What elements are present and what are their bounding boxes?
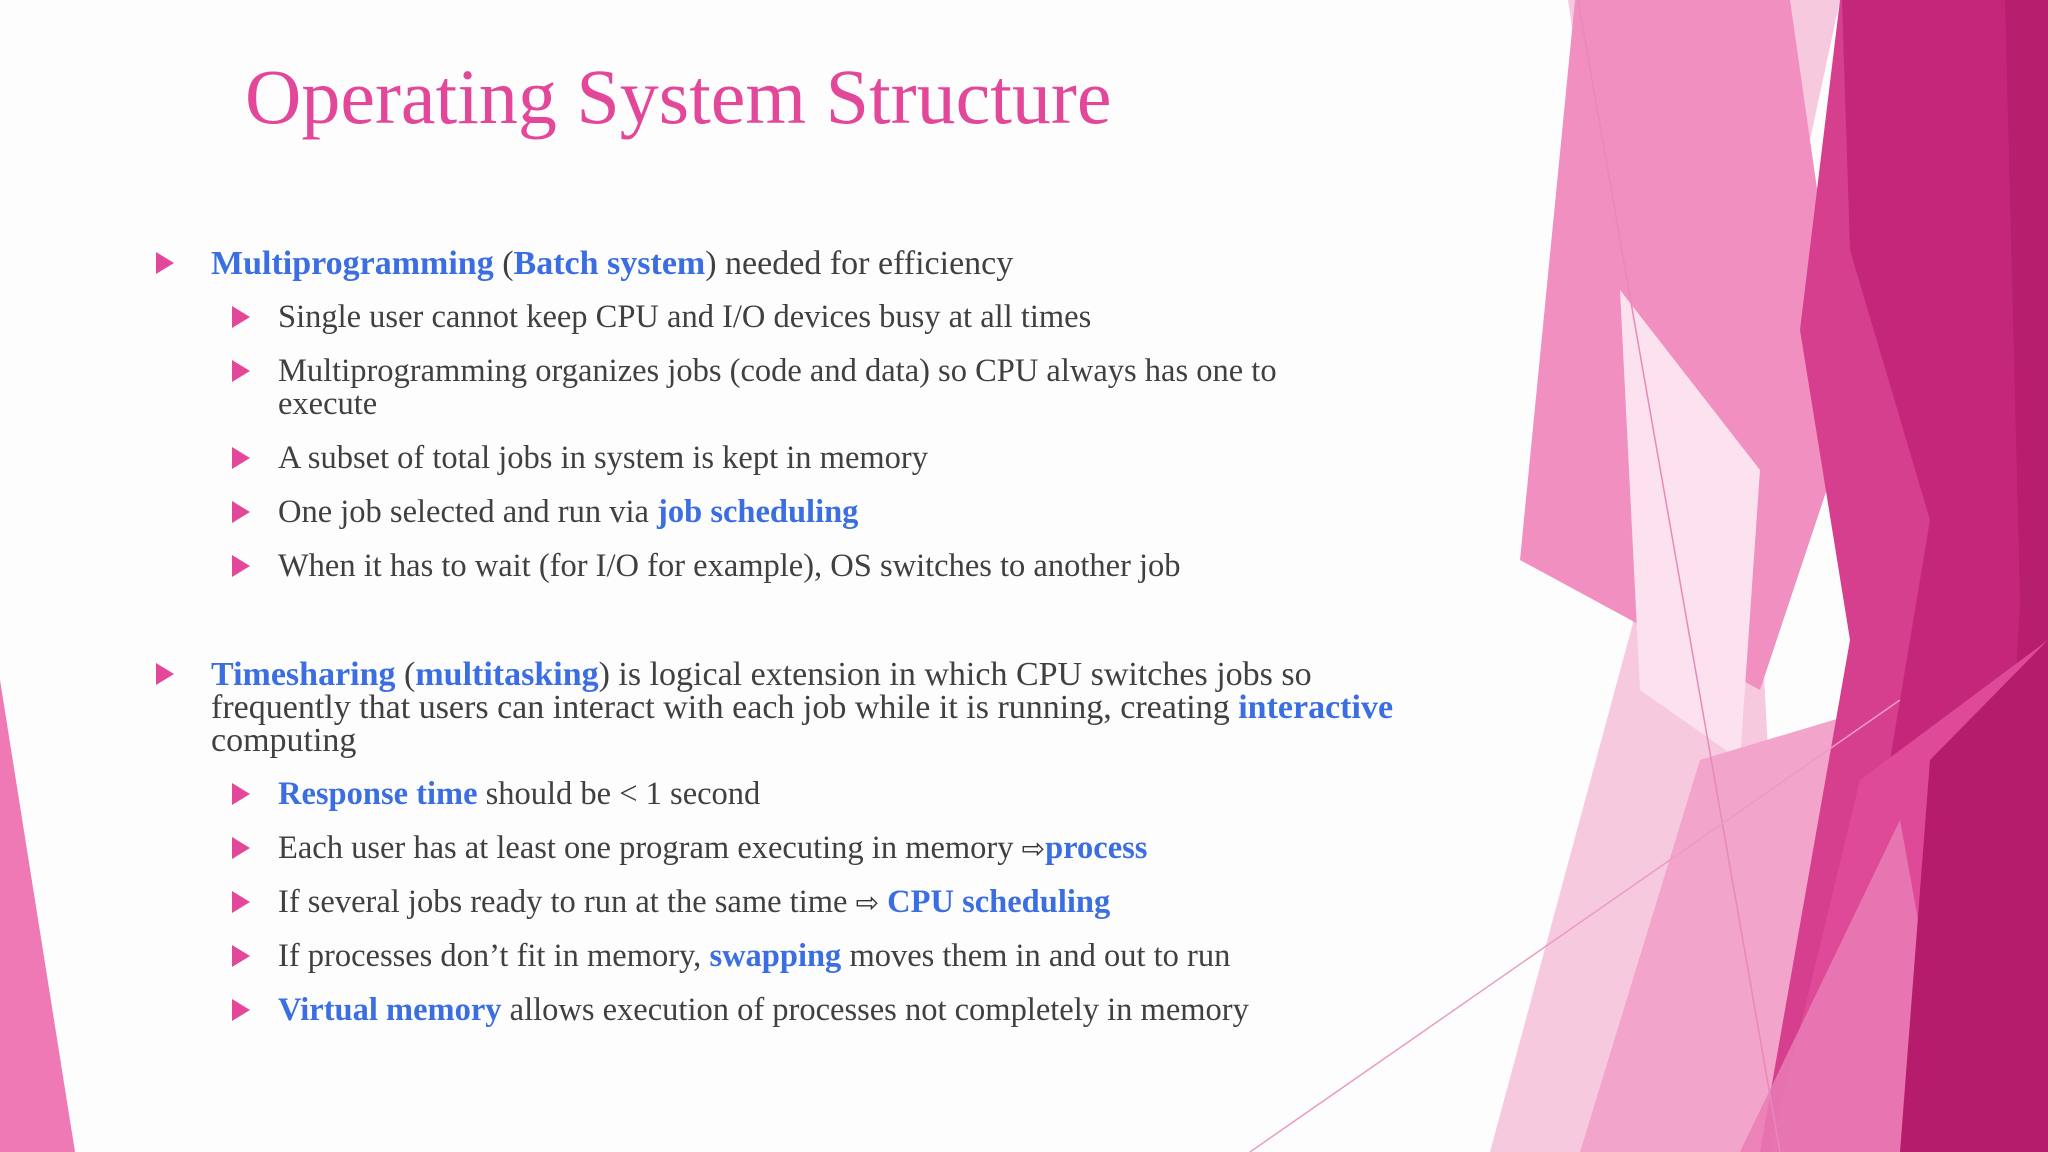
text: should be < 1 second: [477, 776, 761, 812]
keyword: process: [1045, 830, 1148, 866]
sub-bullet: [278, 496, 1398, 529]
text: (: [395, 656, 416, 693]
text: Each user has at least one program executing in memory: [278, 830, 1022, 866]
keyword: Batch system: [513, 245, 706, 282]
sub-bullet: [278, 355, 1368, 421]
triangle-right-icon: [156, 252, 174, 274]
keyword: swapping: [709, 938, 842, 974]
triangle-right-icon: [156, 663, 174, 685]
text: ) is logical extension in which CPU switches jobs so frequently that users can interact with each job while it is running, creating: [211, 656, 1312, 726]
text: ) needed for efficiency: [705, 245, 1014, 282]
keyword: interactive: [1238, 689, 1394, 726]
bullet-timesharing: [211, 658, 1441, 757]
text: When it has to wait (for I/O for example), OS switches to another job: [278, 548, 1181, 584]
triangle-right-icon: [232, 360, 250, 382]
text: (: [493, 245, 514, 282]
text: Multiprogramming organizes jobs (code and data) so CPU always has one to execute: [278, 353, 1277, 422]
text: Single user cannot keep CPU and I/O devices busy at all times: [278, 299, 1092, 335]
text: If several jobs ready to run at the same time: [278, 884, 856, 920]
slide-title: Operating System Structure: [245, 53, 1112, 140]
sub-bullet: [278, 778, 1398, 811]
sub-bullet: [278, 832, 1398, 865]
triangle-right-icon: [232, 306, 250, 328]
triangle-right-icon: [232, 945, 250, 967]
text: computing: [211, 722, 357, 759]
triangle-right-icon: [232, 555, 250, 577]
sub-bullet: [278, 301, 1398, 334]
text: A subset of total jobs in system is kept in memory: [278, 440, 928, 476]
hollow-right-arrow-icon: ⇨: [1021, 832, 1046, 865]
text: moves them in and out to run: [841, 938, 1231, 974]
sub-bullet: [278, 550, 1398, 583]
keyword: multitasking: [415, 656, 599, 693]
triangle-right-icon: [232, 447, 250, 469]
triangle-right-icon: [232, 501, 250, 523]
triangle-right-icon: [232, 783, 250, 805]
sub-bullet: [278, 994, 1398, 1027]
bullet-multiprogramming: [211, 247, 1431, 280]
left-pink-stripe: [0, 680, 75, 1152]
keyword: CPU scheduling: [887, 884, 1111, 920]
keyword: Virtual memory: [278, 992, 502, 1028]
sub-bullet: [278, 442, 1398, 475]
triangle-right-icon: [232, 837, 250, 859]
keyword: Timesharing: [211, 656, 396, 693]
sub-bullet: [278, 940, 1398, 973]
sub-bullet: [278, 886, 1398, 919]
keyword: Response time: [278, 776, 478, 812]
keyword: Multiprogramming: [211, 245, 494, 282]
triangle-right-icon: [232, 891, 250, 913]
triangle-right-icon: [232, 999, 250, 1021]
text: If processes don’t fit in memory,: [278, 938, 710, 974]
text: One job selected and run via: [278, 494, 658, 530]
keyword: job scheduling: [657, 494, 859, 530]
hollow-right-arrow-icon: ⇨: [855, 886, 880, 919]
text: allows execution of processes not completely in memory: [501, 992, 1249, 1028]
